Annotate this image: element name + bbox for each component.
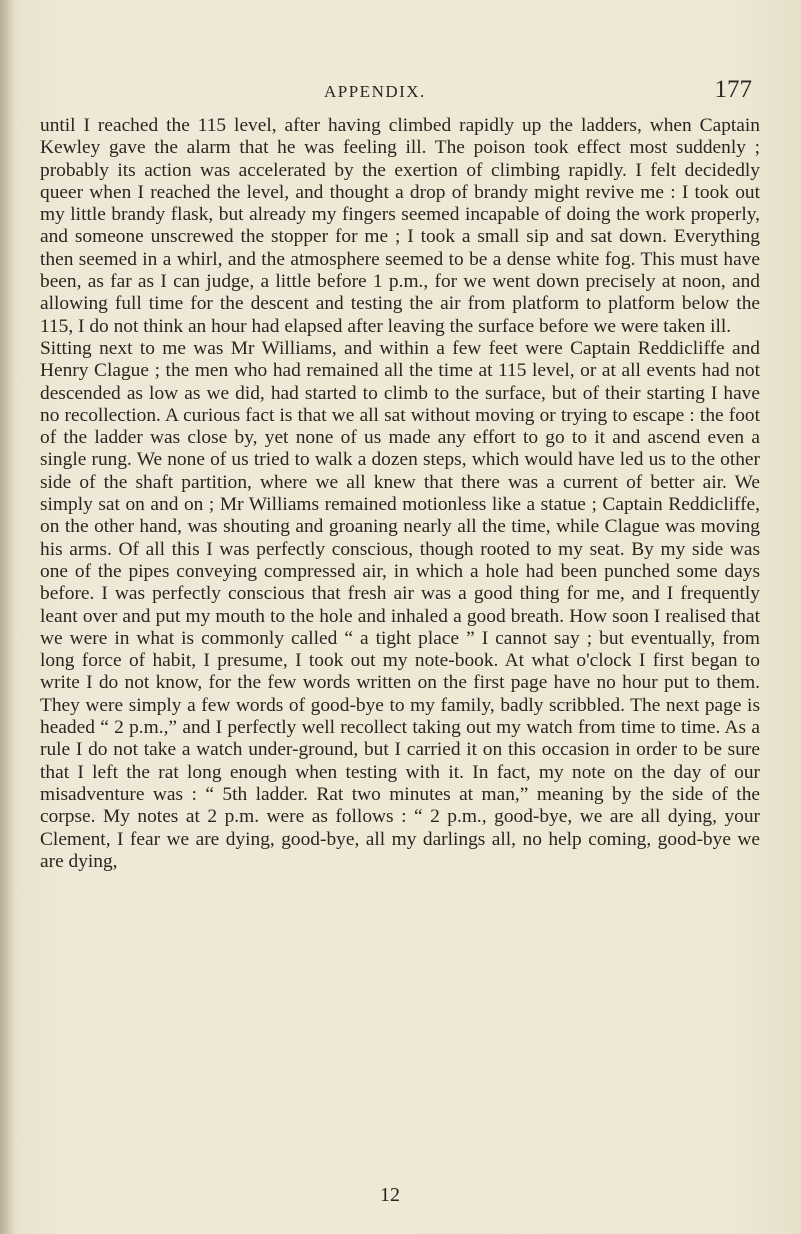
running-head: APPENDIX. bbox=[324, 82, 426, 101]
body-text bbox=[40, 115, 760, 873]
page-header bbox=[40, 72, 760, 112]
spine-shadow bbox=[0, 0, 14, 1234]
page-number: 177 bbox=[714, 76, 752, 103]
signature-mark: 12 bbox=[380, 1184, 400, 1206]
paragraph-1: until I reached the 115 level, after having climbed rapidly up the ladders, when Captain Kewley gave the alarm that he was feeling ill. The poison took effect most suddenly ; probably its action was accelerated by the exertion of climbing rapidly. I felt decidedly queer when I reached the level, and thought a drop of brandy might revive me : I took out my little brandy flask, but already my fingers seemed incapable of doing the work properly, and someone unscrewed the stopper for me ; I took a small sip and sat down. Everything then seemed in a whirl, and the atmosphere seemed to be a dense white fog. This must have been, as far as I can judge, a little before 1 p.m., for we went down precisely at noon, and allowing full time for the descent and testing the air from platform to platform below the 115, I do not think an hour had elapsed after leaving the surface before we were taken ill. bbox=[40, 115, 760, 337]
paragraph-2: Sitting next to me was Mr Williams, and within a few feet were Captain Reddicliffe and Henry Clague ; the men who had remained all the time at 115 level, or at all events had not descended as low as we did, had started to climb to the surface, but of their starting I have no recollection. A curious fact is that we all sat without moving or trying to escape : the foot of the ladder was close by, yet none of us made any effort to go to it and ascend even a single rung. We none of us tried to walk a dozen steps, which would have led us to the other side of the shaft partition, where we all knew that there was a current of better air. We simply sat on and on ; Mr Williams remained motionless like a statue ; Captain Reddicliffe, on the other hand, was shouting and groaning nearly all the time, while Clague was moving his arms. Of all this I was perfectly conscious, though rooted to my seat. By my side was one of the pipes conveying compressed air, in which a hole had been punched some days before. I was perfectly conscious that fresh air was a good thing for me, and I frequently leant over and put my mouth to the hole and inhaled a good breath. How soon I realised that we were in what is commonly called “ a tight place ” I cannot say ; but eventually, from long force of habit, I presume, I took out my note-book. At what o'clock I first began to write I do not know, for the few words written on the first page have no hour put to them. They were simply a few words of good-bye to my family, badly scribbled. The next page is headed “ 2 p.m.,” and I perfectly well recollect taking out my watch from time to time. As a rule I do not take a watch under-ground, but I carried it on this occasion in order to be sure that I left the rat long enough when testing with it. In fact, my note on the day of our misadventure was : “ 5th ladder. Rat two minutes at man,” meaning by the side of the corpse. My notes at 2 p.m. were as follows : “ 2 p.m., good-bye, we are all dying, your Clement, I fear we are dying, good-bye, all my darlings all, no help coming, good-bye we are dying, bbox=[40, 337, 760, 872]
